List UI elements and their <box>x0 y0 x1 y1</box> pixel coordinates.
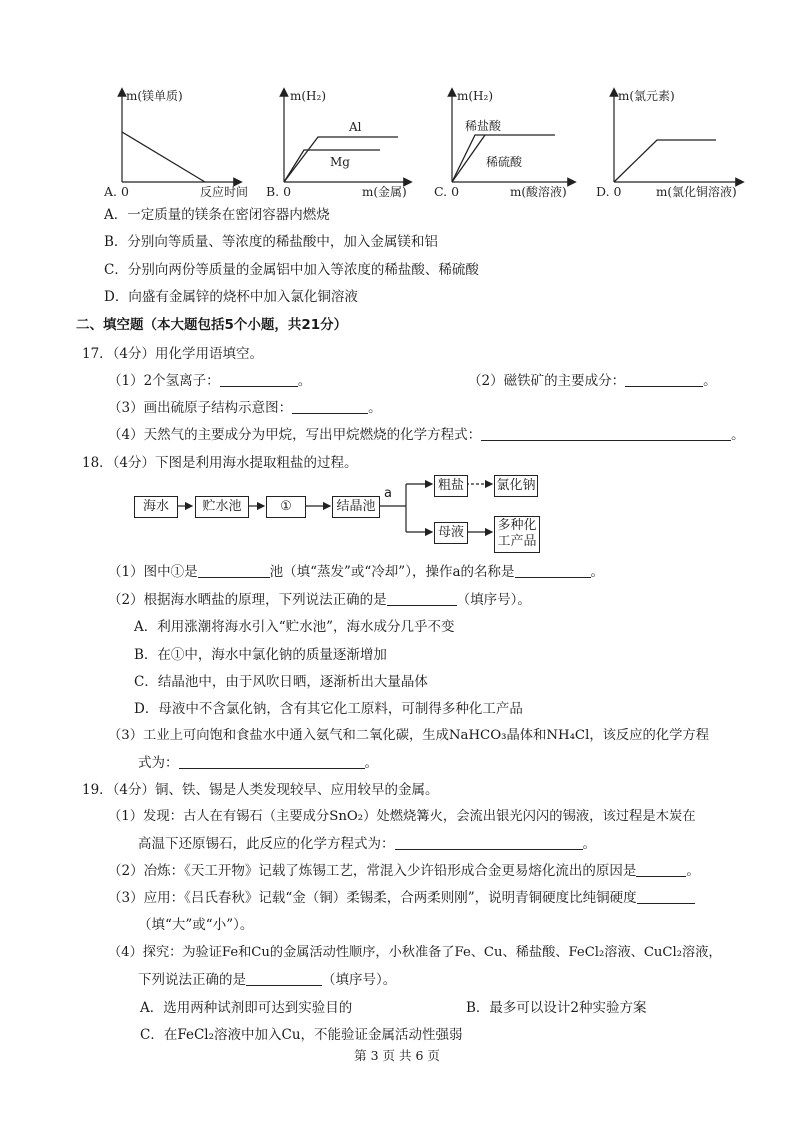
graph-a-ylabel: m(镁单质) <box>126 89 183 103</box>
graph-b <box>266 89 408 199</box>
section2-title: 二、填空题（本大题包括5个小题，共21分） <box>76 317 348 333</box>
q18-flow-arrows <box>0 470 794 560</box>
graphs-row <box>0 80 794 210</box>
q17-part3-blank[interactable] <box>292 399 368 414</box>
q18-part1-blank2[interactable] <box>515 563 591 578</box>
q18-part2 <box>108 591 531 609</box>
q19-part4-blank[interactable] <box>246 971 322 986</box>
q17-part4-blank[interactable] <box>481 426 731 441</box>
q18-part3-line2: 式为： 。 <box>138 755 378 771</box>
graph-c-label-h2so4: 稀硫酸 <box>486 155 523 169</box>
flow-box-seawater: 海水 <box>134 496 178 518</box>
flow-box-crystal: 结晶池 <box>332 496 380 518</box>
graph-c-xlabel: m(酸溶液) <box>510 185 567 199</box>
graph-a <box>103 88 248 199</box>
q17-part3-text: （3）画出硫原子结构示意图： <box>108 400 293 416</box>
flow-box-products <box>494 516 540 553</box>
q17-part1-blank[interactable] <box>220 372 298 387</box>
graph-c-curve-h2so4 <box>452 135 485 182</box>
q18-option-a: A．利用涨潮将海水引入“贮水池”，海水成分几乎不变 <box>134 619 455 635</box>
q16-option-a: A．一定质量的镁条在密闭容器内燃烧 <box>104 207 330 223</box>
graph-c-label-hcl: 稀盐酸 <box>465 119 502 133</box>
q17-part2-blank[interactable] <box>625 372 703 387</box>
graph-a-curve <box>122 132 205 182</box>
q18-part3-blank[interactable] <box>179 754 365 769</box>
q19-part1-text: 高温下还原锡石，此反应的化学方程式为： <box>138 836 395 852</box>
flow-box-crude-salt: 粗盐 <box>434 475 468 497</box>
q19-part1-blank[interactable] <box>395 835 583 850</box>
flow-box-mother-liquor: 母液 <box>434 522 468 544</box>
flow-box-step1: ① <box>266 496 306 518</box>
flow-box-storage: 贮水池 <box>195 496 249 518</box>
q17-part2: （2）磁铁矿的主要成分： 。 <box>468 373 717 389</box>
q19-part2-text: （2）冶炼：《天工开物》记载了炼锡工艺，常混入少许铅形成合金更易熔化流出的原因是 <box>108 863 637 879</box>
q18-part3-text: 式为： <box>138 755 179 771</box>
q17-stem: 17．（4分）用化学用语填空。 <box>82 346 264 362</box>
q18-option-d: D．母液中不含氯化钠，含有其它化工原料，可制得多种化工产品 <box>134 701 523 717</box>
q19-part4-line2 <box>138 971 396 989</box>
q19-part3-text: （3）应用：《吕氏春秋》记载“金（铜）柔锡柔，合两柔则刚”，说明青铜硬度比纯铜硬度 <box>108 890 637 906</box>
graph-b-xlabel: m(金属) <box>362 185 407 199</box>
q17-part3: （3）画出硫原子结构示意图： 。 <box>108 400 382 416</box>
graph-c-origin: C. 0 <box>434 184 460 199</box>
q19-option-c: C．在FeCl₂溶液中加入Cu，不能验证金属活动性强弱 <box>140 1027 463 1043</box>
graph-b-origin: B. 0 <box>266 184 292 199</box>
flow-label-a: a <box>384 486 392 501</box>
q19-stem: 19．（4分）铜、铁、锡是人类发现较早、应用较早的金属。 <box>82 782 439 798</box>
graph-d-curve <box>614 140 716 182</box>
q19-part3-blank[interactable] <box>637 889 695 904</box>
q19-part2: （2）冶炼：《天工开物》记载了炼锡工艺，常混入少许铅形成合金更易熔化流出的原因是 。 <box>108 863 700 879</box>
q17-part4-text: （4）天然气的主要成分为甲烷，写出甲烷燃烧的化学方程式： <box>108 427 482 443</box>
flow-products-line1: 多种化 <box>497 518 537 533</box>
q19-part1-line1: （1）发现：古人在有锡石（主要成分SnO₂）处燃烧篝火，会流出银光闪闪的锡液，该过程是木炭在 <box>108 809 696 824</box>
q19-part2-blank[interactable] <box>636 862 686 877</box>
graph-b-label-mg: Mg <box>330 155 350 169</box>
graph-a-origin: A. 0 <box>104 184 129 199</box>
graph-c <box>434 89 572 199</box>
q18-part1-text-a: （1）图中①是 <box>108 564 198 580</box>
q18-part2-suffix: （填序号）。 <box>456 592 531 608</box>
graph-d <box>596 88 740 199</box>
graph-b-label-al: Al <box>349 120 362 134</box>
q19-part1-line2: 高温下还原锡石，此反应的化学方程式为： 。 <box>138 836 596 852</box>
q18-part3-line1: （3）工业上可向饱和食盐水中通入氨气和二氧化碳，生成NaHCO₃晶体和NH₄Cl，该反应的化学方程 <box>108 728 709 743</box>
graph-d-origin: D. 0 <box>596 184 622 199</box>
q16-option-c: C．分别向两份等质量的金属铝中加入等浓度的稀盐酸、稀硫酸 <box>104 262 479 278</box>
q18-part2-blank[interactable] <box>387 591 457 606</box>
q19-option-a: A．选用两种试剂即可达到实验目的 <box>140 1000 353 1016</box>
q18-option-c: C．结晶池中，由于风吹日晒，逐渐析出大量晶体 <box>134 674 428 690</box>
flow-products-line2: 工产品 <box>497 534 537 549</box>
graph-c-ylabel: m(H₂) <box>457 89 494 103</box>
q19-part4-line1: （4）探究：为验证Fe和Cu的金属活动性顺序，小秋准备了Fe、Cu、稀盐酸、FeCl₂溶液、CuCl₂溶液， <box>108 945 722 960</box>
q18-option-b: B．在①中，海水中氯化钠的质量逐渐增加 <box>134 647 387 663</box>
q19-part3-line2: （填“大”或“小”）。 <box>138 917 254 933</box>
flow-box-nacl: 氯化钠 <box>494 475 538 497</box>
q18-stem: 18．（4分）下图是利用海水提取粗盐的过程。 <box>82 455 358 471</box>
q17-part1-text: （1）2个氢离子： <box>108 373 220 389</box>
q18-part1-text-b: 池（填“蒸发”或“冷却”），操作a的名称是 <box>269 564 515 580</box>
q17-part4: （4）天然气的主要成分为甲烷，写出甲烷燃烧的化学方程式： 。 <box>108 427 745 443</box>
q19-option-b: B．最多可以设计2种实验方案 <box>466 1000 647 1016</box>
q19-part4-suffix: （填序号）。 <box>322 972 397 988</box>
graph-b-ylabel: m(H₂) <box>290 89 327 103</box>
q18-part1: （1）图中①是 池（填“蒸发”或“冷却”），操作a的名称是 。 <box>108 564 604 580</box>
q16-option-d: D．向盛有金属锌的烧杯中加入氯化铜溶液 <box>104 289 358 305</box>
graph-d-ylabel: m(氯元素) <box>618 89 675 103</box>
q19-part3-line1 <box>108 889 695 907</box>
graph-d-xlabel: m(氯化铜溶液) <box>656 185 737 199</box>
page-footer: 第 3 页 共 6 页 <box>354 1048 440 1063</box>
q16-option-b: B．分别向等质量、等浓度的稀盐酸中，加入金属镁和铝 <box>104 234 438 250</box>
graph-a-xlabel: 反应时间 <box>200 185 249 199</box>
q17-part1: （1）2个氢离子： 。 <box>108 373 312 389</box>
q19-part4-text: 下列说法正确的是 <box>138 972 246 988</box>
q18-part2-text: （2）根据海水晒盐的原理，下列说法正确的是 <box>108 592 387 608</box>
q18-part1-blank1[interactable] <box>198 563 270 578</box>
q17-part2-text: （2）磁铁矿的主要成分： <box>468 373 626 389</box>
